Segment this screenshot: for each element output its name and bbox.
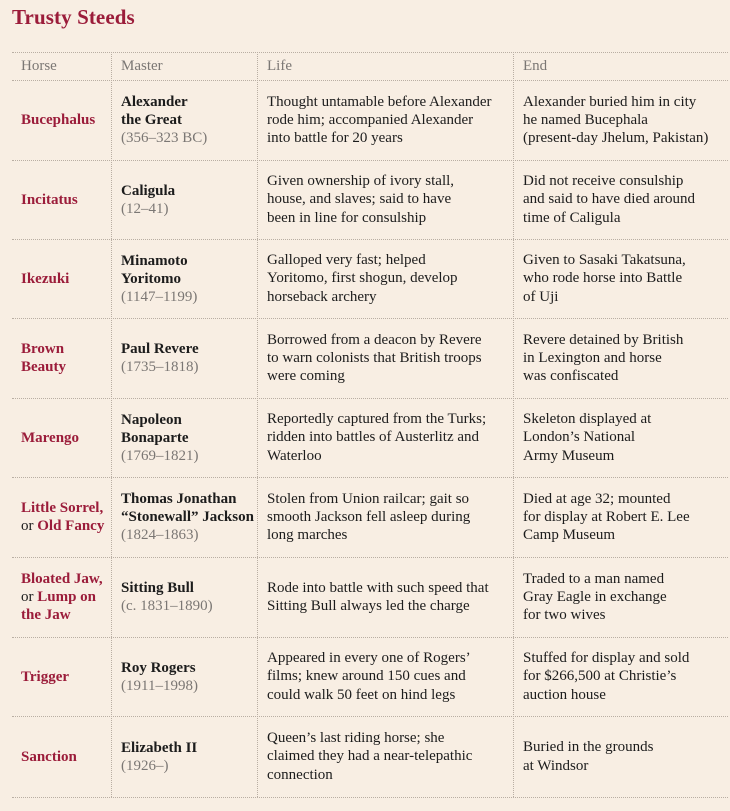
header-end: End xyxy=(523,58,548,74)
life-text: Reportedly captured from the Turks; ridden into battles of Austerlitz and Waterloo xyxy=(267,411,487,464)
master-dates: (356–323 BC) xyxy=(121,130,208,146)
master-name: Minamoto Yoritomo xyxy=(121,252,188,287)
master-name: Caligula xyxy=(121,182,176,199)
table-row xyxy=(0,318,730,398)
horse-name: Incitatus xyxy=(21,191,78,208)
master-name: Thomas Jonathan “Stonewall” Jackson xyxy=(121,491,254,525)
master-name: Sitting Bull xyxy=(121,580,194,596)
master-dates: (1911–1998) xyxy=(121,677,198,694)
header-horse: Horse xyxy=(21,58,57,74)
end-text: Stuffed for display and sold for $266,500 at Christie’s auction house xyxy=(523,650,690,703)
life-text: Thought untamable before Alexander rode him; accompanied Alexander into battle for 20 years xyxy=(267,93,492,147)
master-name: Napoleon Bonaparte xyxy=(121,411,189,446)
horse-name: Brown Beauty xyxy=(21,341,66,375)
life-text: Given ownership of ivory stall, house, and slaves; said to have been in line for consulship xyxy=(267,173,455,226)
table-row xyxy=(0,637,730,716)
table-row xyxy=(0,557,730,637)
end-text: Traded to a man named Gray Eagle in exchange for two wives xyxy=(523,570,667,624)
table-row xyxy=(0,477,730,557)
master-dates: (1147–1199) xyxy=(121,288,198,305)
end-text: Buried in the grounds at Windsor xyxy=(523,739,654,774)
master-dates: (1926–) xyxy=(121,757,169,774)
end-text: Given to Sasaki Takatsuna, who rode horse into Battle of Uji xyxy=(523,252,686,305)
life-text: Rode into battle with such speed that Sitting Bull always led the charge xyxy=(267,579,489,614)
horse-name: Sanction xyxy=(21,748,77,765)
master-name: Roy Rogers xyxy=(121,659,196,676)
horse-name xyxy=(21,499,111,535)
end-text: Alexander buried him in city he named Bucephala (present-day Jhelum, Pakistan) xyxy=(523,93,709,147)
master-name: Paul Revere xyxy=(121,341,199,357)
table-row xyxy=(0,716,730,797)
life-text: Appeared in every one of Rogers’ films; knew around 150 cues and could walk 50 feet on hind legs xyxy=(267,650,471,703)
horse-name-part: Little Sorrel, xyxy=(21,500,104,516)
horse-name: Bucephalus xyxy=(21,112,96,128)
end-text: Did not receive consulship and said to have died around time of Caligula xyxy=(523,173,696,226)
horse-name: Trigger xyxy=(21,668,70,685)
or-connector: or xyxy=(21,518,34,534)
or-connector: or xyxy=(21,589,34,605)
master-name: Elizabeth II xyxy=(121,739,198,756)
end-text: Revere detained by British in Lexington and horse was confiscated xyxy=(523,331,684,385)
master-dates: (1824–1863) xyxy=(121,527,199,543)
horse-name xyxy=(21,570,111,624)
life-text: Galloped very fast; helped Yoritomo, first shogun, develop horseback archery xyxy=(267,252,458,305)
table-row xyxy=(0,239,730,318)
horse-name-part: Old Fancy xyxy=(37,518,105,534)
table-row xyxy=(0,398,730,477)
master-dates: (1769–1821) xyxy=(121,447,199,464)
master-dates: (1735–1818) xyxy=(121,359,199,375)
horse-name-part: Bloated Jaw, xyxy=(21,571,103,587)
table-row xyxy=(0,80,730,160)
table-header xyxy=(0,52,730,80)
master-dates: (c. 1831–1890) xyxy=(121,598,213,614)
life-text: Borrowed from a deacon by Revere to warn colonists that British troops were coming xyxy=(267,331,482,385)
horse-name: Ikezuki xyxy=(21,270,70,287)
header-master: Master xyxy=(121,58,163,74)
life-text: Stolen from Union railcar; gait so smooth Jackson fell asleep during long marches xyxy=(267,490,471,544)
life-text: Queen’s last riding horse; she claimed they had a near-telepathic connection xyxy=(267,730,473,783)
header-life: Life xyxy=(267,58,292,74)
end-text: Skeleton displayed at London’s National Army Museum xyxy=(523,411,652,464)
end-text: Died at age 32; mounted for display at Robert E. Lee Camp Museum xyxy=(523,490,690,544)
horse-name-part: Lump on the Jaw xyxy=(21,589,97,623)
table-bottom-rule xyxy=(12,797,728,798)
table-row xyxy=(0,160,730,239)
page-title: Trusty Steeds xyxy=(12,5,135,29)
master-name: Alexander the Great xyxy=(121,94,188,128)
horse-name: Marengo xyxy=(21,429,80,446)
master-dates: (12–41) xyxy=(121,200,169,217)
